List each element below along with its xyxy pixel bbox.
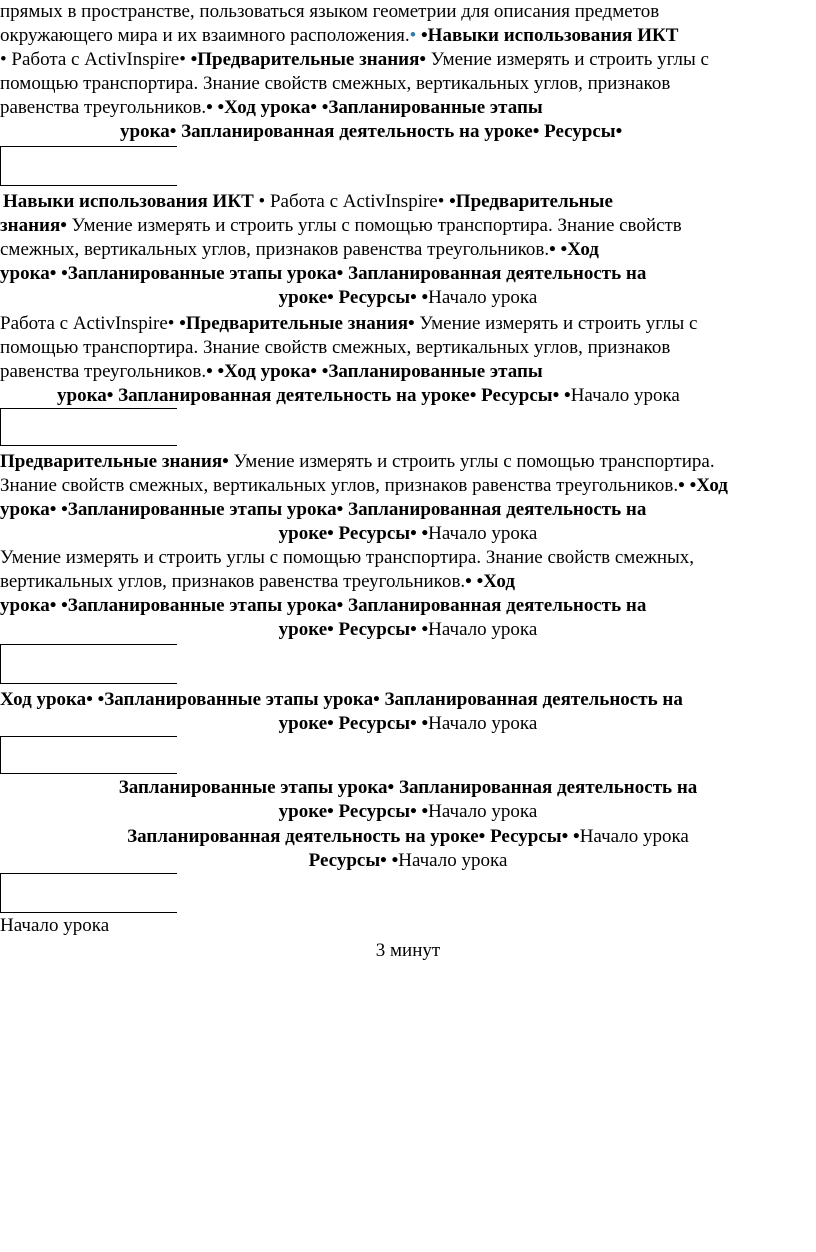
bullet-icon: • [321,97,329,118]
bullet-icon: • [190,49,198,70]
bullet-icon: • [327,713,334,734]
text: Начало урока [428,287,538,308]
bullet-icon: • [391,850,399,871]
bullet-icon: • [561,826,569,847]
bullet-icon: • [206,97,213,118]
text: смежных, вертикальных углов, признаков равенства треугольников. [0,239,550,260]
heading: знания [0,215,61,236]
bullet-icon: • [321,361,329,382]
heading: уроке [278,523,328,544]
bullet-icon: • [217,97,225,118]
empty-box [0,408,177,446]
heading: Предварительные [455,191,613,212]
text: Умение измерять и строить углы с помощью транспортира. [233,451,715,472]
bullet-icon: • [678,475,685,496]
bullet-icon: • [327,801,334,822]
bullet-icon: • [310,361,317,382]
bullet-icon: • [380,850,387,871]
text: равенства треугольников. [0,97,207,118]
text: Начало урока [428,619,538,640]
bullet-icon: • [410,523,417,544]
bullet-icon: • [206,361,213,382]
text: Работа с ActivInspire [0,313,168,334]
heading: Запланированные этапы урока [104,689,374,710]
bullet-icon: • [179,49,186,70]
text-line [0,522,816,546]
bullet-icon: • [49,263,57,284]
duration-text: 3 минут [375,940,441,961]
heading: Предварительные знания [0,451,223,472]
bullet-icon: • [421,801,429,822]
bullet-icon: • [419,49,427,70]
bullet-icon: • [49,595,57,616]
bullet-icon: • [573,826,580,847]
bullet-icon: • [61,595,68,616]
heading: Ресурсы [481,385,553,406]
heading: Ход урока [224,97,311,118]
heading: Ресурсы [544,121,616,142]
text-line [0,618,816,642]
text-line [0,546,816,570]
heading: уроке [278,287,328,308]
bullet-icon: • [327,523,334,544]
heading: Запланированные этапы урока [67,595,337,616]
text-line [0,849,816,873]
text-line [0,214,816,238]
bullet-icon: • [179,313,186,334]
heading: Ресурсы [338,801,411,822]
heading: Запланированная деятельность на [384,689,683,710]
bullet-icon: • [336,499,344,520]
heading: уроке [278,801,328,822]
text: помощью транспортира. Знание свойств смежных, вертикальных углов, признаков [0,337,671,358]
bullet-icon: • [564,385,571,406]
text-line [0,914,816,938]
heading: Навыки использования ИКТ [3,191,254,212]
text-line [0,72,816,96]
bullet-icon: • [222,451,229,472]
bullet-icon: • [532,121,540,142]
heading: Запланированная деятельность на [348,595,647,616]
text: Начало урока [0,915,110,936]
heading: Запланированные этапы [328,361,543,382]
heading: урока [0,595,50,616]
text: Начало урока [570,385,680,406]
text-line [0,594,816,618]
bullet-icon: • [61,263,68,284]
heading: Ход [567,239,599,260]
bullet-icon: • [410,713,417,734]
heading: Запланированные этапы урока [118,777,388,798]
text-line [0,688,816,712]
bullet-icon: • [106,385,114,406]
heading: Запланированная деятельность на [348,263,647,284]
heading: урока [0,499,50,520]
bullet-icon: • [437,191,445,212]
text: Начало урока [428,713,538,734]
text-line [0,825,816,849]
bullet-icon: • [310,97,317,118]
heading: Запланированные этапы [328,97,543,118]
text-line [57,384,816,408]
heading: Запланированная деятельность на [348,499,647,520]
text-line [120,120,816,144]
bullet-icon: • [689,475,697,496]
bullet-icon: • [615,121,623,142]
bullet-icon: • [258,191,266,212]
bullet-icon: • [0,49,7,70]
text: Знание свойств смежных, вертикальных углов, признаков равенства треугольников. [0,475,679,496]
text-line [0,336,816,360]
bullet-icon: • [336,595,344,616]
heading: уроке [278,713,328,734]
text: Начало урока [428,801,538,822]
bullet-icon: • [169,121,177,142]
bullet-icon: • [449,191,456,212]
heading: урока [57,385,107,406]
heading: Ход урока [224,361,311,382]
text-line [0,712,816,736]
heading: Ход [696,475,728,496]
text-line [0,776,816,800]
bullet-icon: • [167,313,175,334]
bullet-icon: • [327,287,334,308]
heading: Ресурсы [338,523,411,544]
text: Начало урока [428,523,538,544]
bullet-icon: • [421,713,429,734]
text: равенства треугольников. [0,361,207,382]
bullet-icon: • [421,287,429,308]
heading: Запланированные этапы урока [67,263,337,284]
heading: Ход [483,571,515,592]
heading: Ресурсы [308,850,381,871]
heading: Навыки использования ИКТ [427,25,679,46]
bullet-icon: • [410,619,417,640]
heading: Предварительные знания [197,49,420,70]
text: прямых в пространстве, пользоваться языком геометрии для описания предметов [0,1,660,22]
heading: Запланированная деятельность на уроке [181,121,533,142]
text-line [0,939,816,963]
text-line [0,48,816,72]
text: вертикальных углов, признаков равенства треугольников. [0,571,466,592]
bullet-icon: • [217,361,225,382]
empty-box [0,644,177,684]
empty-box [0,736,177,774]
bullet-icon: • [49,499,57,520]
heading: Ресурсы [338,287,411,308]
text-line [0,360,816,384]
bullet-icon: • [61,499,68,520]
bullet-icon: • [421,619,429,640]
text: Работа с ActivInspire [269,191,438,212]
text: помощью транспортира. Знание свойств смежных, вертикальных углов, признаков [0,73,671,94]
text: окружающего мира и их взаимного расположения. [0,25,410,46]
heading: уроке [278,619,328,640]
heading: Запланированные этапы урока [67,499,337,520]
heading: Ход урока [0,689,87,710]
empty-box [0,873,177,913]
text: Умение измерять и строить углы с помощью транспортира. Знание свойств [71,215,682,236]
text-line [0,498,816,522]
bullet-icon: • [552,385,560,406]
text-line [0,96,816,120]
bullet-icon: • [407,313,415,334]
empty-box [0,146,177,186]
bullet-icon: • [560,239,568,260]
bullet-icon: • [410,287,417,308]
bullet-icon: • [86,689,93,710]
bullet-icon: • [327,619,334,640]
bullet-icon: • [97,689,105,710]
bullet-icon: • [387,777,395,798]
text-line [0,312,816,336]
bullet-icon: • [476,571,484,592]
bullet-icon: • [409,25,417,46]
text: Работа с ActivInspire [11,49,180,70]
text-line [0,800,816,824]
bullet-icon: • [478,826,486,847]
text-line [0,450,816,474]
text: Умение измерять и строить углы с [419,313,698,334]
bullet-icon: • [469,385,477,406]
bullet-icon: • [373,689,380,710]
text-line [0,0,816,24]
heading: Запланированная деятельность на уроке [118,385,470,406]
heading: урока [120,121,170,142]
text-line [0,24,816,48]
heading: Ресурсы [338,619,411,640]
bullet-icon: • [60,215,67,236]
text-line [0,570,816,594]
bullet-icon: • [549,239,556,260]
text-line [0,474,816,498]
bullet-icon: • [410,801,417,822]
bullet-icon: • [421,523,429,544]
text: Умение измерять и строить углы с [430,49,709,70]
text: Начало урока [398,850,508,871]
text-line [0,286,816,310]
text-line [0,238,816,262]
heading: урока [0,263,50,284]
text: Умение измерять и строить углы с помощью транспортира. Знание свойств смежных, [0,547,695,568]
bullet-icon: • [336,263,344,284]
heading: Запланированная деятельность на уроке [127,826,479,847]
heading: Предварительные знания [185,313,408,334]
heading: Ресурсы [338,713,411,734]
heading: Ресурсы [490,826,562,847]
text: Начало урока [579,826,689,847]
text-line [0,262,816,286]
bullet-icon: • [421,25,428,46]
bullet-icon: • [465,571,472,592]
heading: Запланированная деятельность на [398,777,698,798]
text-line [3,190,816,214]
